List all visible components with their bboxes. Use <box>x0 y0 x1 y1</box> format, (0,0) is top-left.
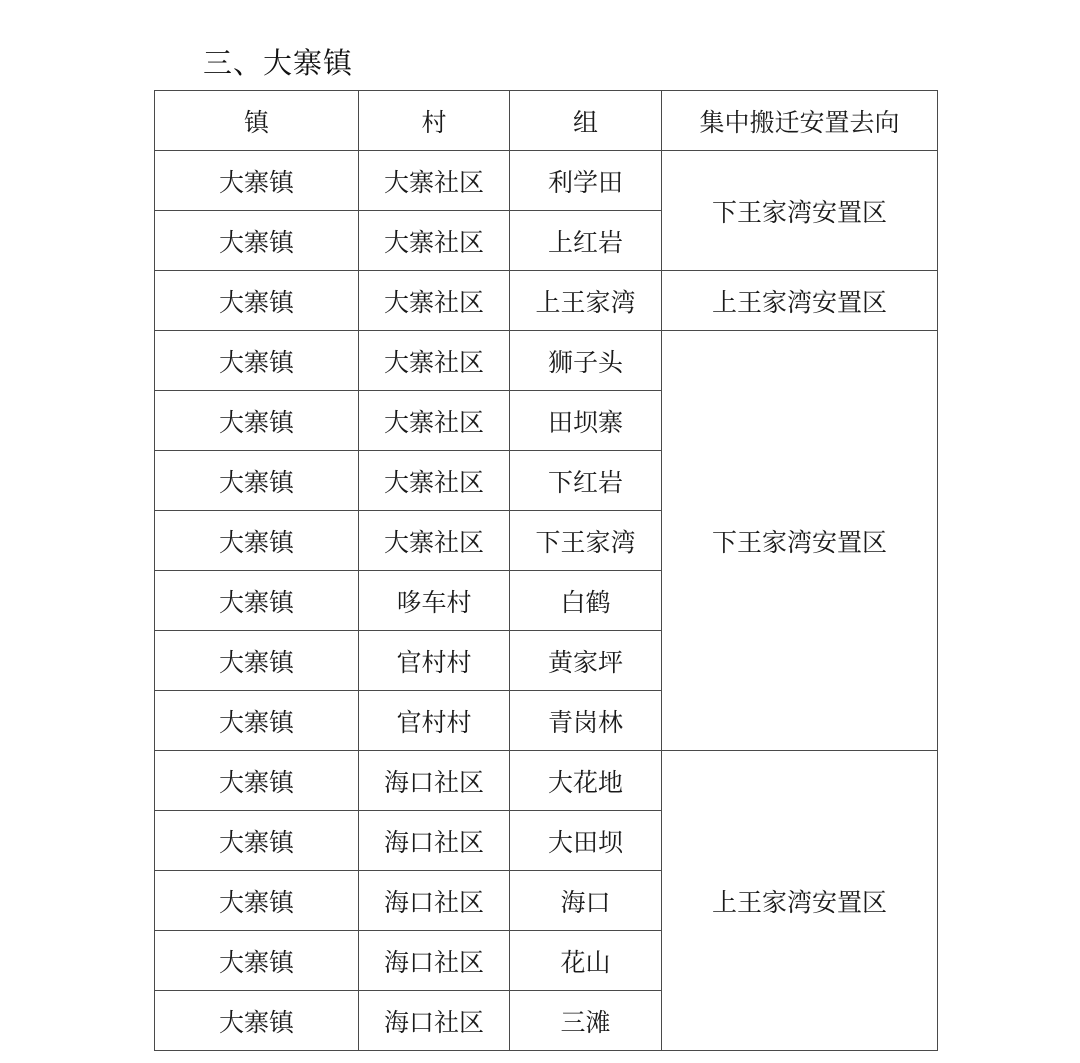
table-header-row <box>155 91 938 151</box>
destination-cell: 下王家湾安置区 <box>662 331 938 751</box>
table-row <box>155 331 938 391</box>
group-cell: 上王家湾 <box>510 271 662 331</box>
destination-cell: 下王家湾安置区 <box>662 151 938 271</box>
header-town: 镇 <box>155 91 359 151</box>
group-cell: 三滩 <box>510 991 662 1051</box>
group-cell: 大花地 <box>510 751 662 811</box>
town-cell: 大寨镇 <box>155 931 359 991</box>
town-cell: 大寨镇 <box>155 811 359 871</box>
group-cell: 田坝寨 <box>510 391 662 451</box>
village-cell: 大寨社区 <box>359 151 510 211</box>
group-cell: 狮子头 <box>510 331 662 391</box>
section-title: 三、大寨镇 <box>203 46 354 80</box>
table-row <box>155 271 938 331</box>
group-cell: 黄家坪 <box>510 631 662 691</box>
group-cell: 大田坝 <box>510 811 662 871</box>
header-destination: 集中搬迁安置去向 <box>662 91 938 151</box>
group-cell: 上红岩 <box>510 211 662 271</box>
group-cell: 青岗林 <box>510 691 662 751</box>
village-cell: 海口社区 <box>359 991 510 1051</box>
destination-cell: 上王家湾安置区 <box>662 271 938 331</box>
group-cell: 海口 <box>510 871 662 931</box>
group-cell: 利学田 <box>510 151 662 211</box>
group-cell: 下王家湾 <box>510 511 662 571</box>
town-cell: 大寨镇 <box>155 751 359 811</box>
town-cell: 大寨镇 <box>155 391 359 451</box>
town-cell: 大寨镇 <box>155 331 359 391</box>
village-cell: 海口社区 <box>359 751 510 811</box>
town-cell: 大寨镇 <box>155 451 359 511</box>
relocation-table <box>154 90 938 1051</box>
table-row <box>155 151 938 211</box>
group-cell: 花山 <box>510 931 662 991</box>
village-cell: 大寨社区 <box>359 271 510 331</box>
village-cell: 海口社区 <box>359 931 510 991</box>
town-cell: 大寨镇 <box>155 151 359 211</box>
group-cell: 白鹤 <box>510 571 662 631</box>
village-cell: 海口社区 <box>359 811 510 871</box>
village-cell: 大寨社区 <box>359 211 510 271</box>
town-cell: 大寨镇 <box>155 631 359 691</box>
village-cell: 大寨社区 <box>359 451 510 511</box>
town-cell: 大寨镇 <box>155 271 359 331</box>
town-cell: 大寨镇 <box>155 211 359 271</box>
town-cell: 大寨镇 <box>155 991 359 1051</box>
header-village: 村 <box>359 91 510 151</box>
town-cell: 大寨镇 <box>155 871 359 931</box>
town-cell: 大寨镇 <box>155 511 359 571</box>
village-cell: 官村村 <box>359 691 510 751</box>
town-cell: 大寨镇 <box>155 571 359 631</box>
town-cell: 大寨镇 <box>155 691 359 751</box>
table-row <box>155 751 938 811</box>
header-group: 组 <box>510 91 662 151</box>
destination-cell: 上王家湾安置区 <box>662 751 938 1051</box>
village-cell: 哆车村 <box>359 571 510 631</box>
village-cell: 大寨社区 <box>359 331 510 391</box>
village-cell: 官村村 <box>359 631 510 691</box>
village-cell: 大寨社区 <box>359 391 510 451</box>
group-cell: 下红岩 <box>510 451 662 511</box>
village-cell: 海口社区 <box>359 871 510 931</box>
village-cell: 大寨社区 <box>359 511 510 571</box>
